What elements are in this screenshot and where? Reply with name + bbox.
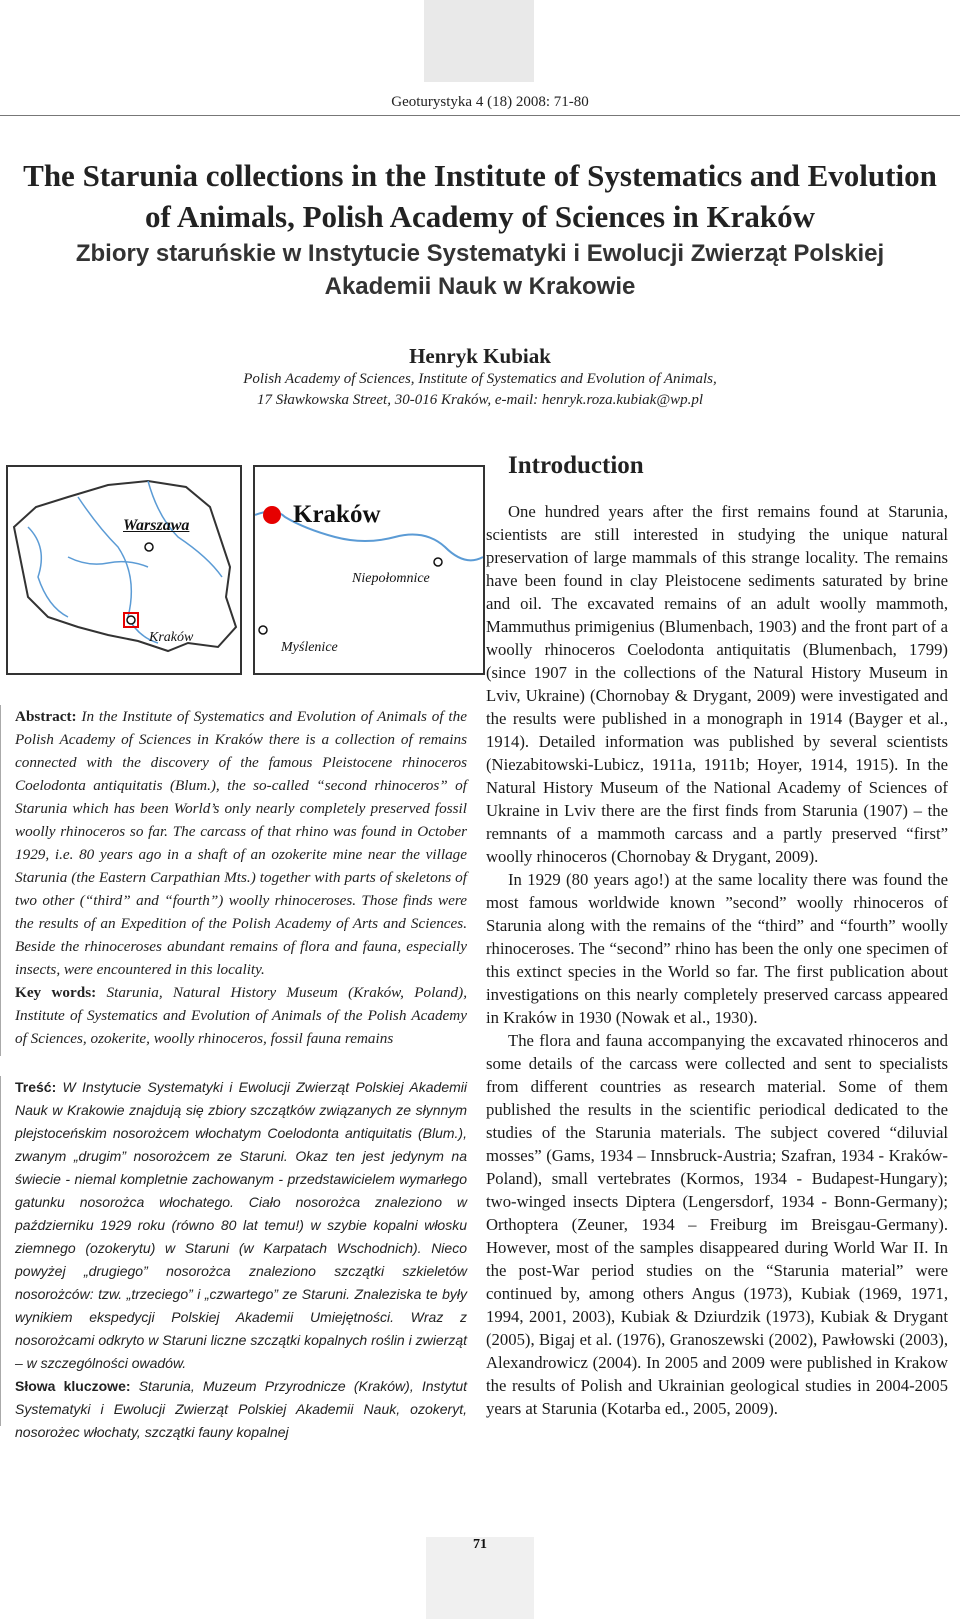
- label-krakow-big: Kraków: [293, 501, 381, 528]
- tresc-section: [0, 1076, 471, 1440]
- intro-paragraph-3: The flora and fauna accompanying the excavated rhinoceros and some details of the carcass were collected and sent to specialists from different countries as research material. Some of them published the results in the scientific periodical dedicated to the studies of the Starunia materials. The subject covered “diluvial mosses” (Gams, 1934 – Innsbruck-Austria; Szafran, 1934 - Kraków-Poland), small vertebrates (Kormos, 1934 - Budapest-Hungary); two-winged insects Diptera (Lengersdorf, 1934 - Bonn-Germany); Orthoptera (Zeuner, 1934 – Freiburg im Breisgau-Germany). However, most of the samples disappeared during World War II. In the post-War period studies on the “Starunia material” were continued by, among others Angus (1973), Kubiak (1969, 1971, 1994, 2001, 2003), Kubiak & Dziurdzik (1973), Kubiak & Drygant (2005), Bigaj et al. (1976), Granoszewski (2002), Pawłowski (2003), Alexandrowicz (2004). In 2005 and 2009 were published in Krakow the results of Polish and Ukrainian geological studies in 2004-2005 years at Starunia (Kotarba ed., 2005, 2009).: [486, 1031, 948, 1418]
- page-tab-top: [424, 0, 534, 82]
- article-subtitle: Zbiory staruńskie w Instytucie Systematyki i Ewolucji Zwierząt Polskiej Akademii Nauk w Krakowie: [75, 240, 885, 300]
- abstract-paragraph: [1, 705, 471, 981]
- author-affiliation: [20, 369, 940, 411]
- krakow-region-map: [253, 465, 485, 675]
- affiliation-line-1: Polish Academy of Sciences, Institute of Systematics and Evolution of Animals,: [243, 371, 717, 387]
- krakow-marker: [127, 616, 135, 624]
- tresc-text: W Instytucie Systematyki i Ewolucji Zwierząt Polskiej Akademii Nauk w Krakowie znajdują się zbiory szczątków związanych ze słynnym plejstoceńskim nosorożcem włochatym Coelodonta antiquitatis (Blum.), zwanym „drugim” nosorożcem ze Staruni. Okaz ten jest jedynym na świecie - niemal kompletnie zachowanym - przedstawicielem wymarłego gatunku nosorożca włochatego. Ciało nosorożca znaleziono w październiku 1929 roku (równo 80 lat temu!) w szybie kopalni włosku ziemnego (ozokerytu) w Staruni (w Karpatach Wschodnich). Nieco powyżej „drugiego” nosorożca znaleziono szczątki szkieletów nosorożców: tzw. „trzeciego” i „czwartego” ze Staruni. Znaleziska te były wynikiem ekspedycji Polskiej Akademii Umiejętności. Wraz z nosorożcami odkryto w Staruni liczne szczątki kopalnych roślin i zwierząt – w szczególności owadów.: [15, 1079, 468, 1371]
- label-myslenice: Myślenice: [281, 640, 338, 655]
- affiliation-line-2: 17 Sławkowska Street, 30-016 Kraków, e-mail: henryk.roza.kubiak@wp.pl: [256, 392, 704, 408]
- warszawa-marker: [145, 543, 153, 551]
- introduction-heading: Introduction: [508, 452, 644, 479]
- introduction-body: [486, 500, 948, 1420]
- poland-map-graphic: [8, 467, 240, 673]
- running-header: [0, 94, 960, 118]
- abstract-label: Abstract:: [15, 708, 77, 725]
- keywords-label: Key words:: [15, 984, 97, 1001]
- abstract-text: In the Institute of Systematics and Evolution of Animals of the Polish Academy of Sciences in Kraków there is a collection of remains connected with the discovery of the famous Pleistocene rhinoceros Coelodonta antiquitatis (Blum.), the so-called “second rhinoceros” of Starunia which has been World’s only nearly completely preserved fossil woolly rhinoceros so far. The carcass of that rhino was found in October 1929, i.e. 80 years ago in a shaft of an ozokerite mine near the village Starunia (the Eastern Carpathian Mts.) together with parts of skeletons of two other (“third” and “fourth”) woolly rhinoceroses. Those finds were the results of an Expedition of the Polish Academy of Arts and Sciences. Beside the rhinoceroses abundant remains of flora and fauna, especially insects, were encountered in this locality.: [15, 708, 467, 978]
- tresc-paragraph: [1, 1076, 471, 1375]
- slowa-kluczowe-paragraph: [1, 1375, 471, 1444]
- intro-paragraph-1: One hundred years after the first remains found at Starunia, scientists are still interested in studying the unique natural preservation of large mammals of this strange locality. The remains have been found in clay Pleistocene sediments saturated by brine and oil. The excavated remains of an adult woolly mammoth, Mammuthus primigenius (Blumenbach, 1903) and the front part of a woolly rhinoceros Coelodonta antiquitatis (Blumenbach, 1799) (since 1907 in the collections of the Natural History Museum in Lviv, Ukraine) (Chornobay & Drygant, 2009) were investigated and the results were published in a monograph in 1914 (Bayger et al., 1914). Detailed information was published by several scientists (Niezabitowski-Lubicz, 1911a, 1911b; Hoyer, 1914, 1915). In the Natural History Museum of the National Academy of Sciences of Ukraine in Lviv there are the first finds from Starunia (1907) – the remnants of a mammoth carcass and a partly preserved “first” woolly rhinoceros (Chornobay & Drygant, 2009).: [486, 502, 948, 866]
- header-rule: [0, 115, 960, 116]
- label-niepolomnice: Niepołomnice: [352, 571, 430, 586]
- myslenice-marker: [259, 626, 267, 634]
- author-name: Henryk Kubiak: [409, 344, 551, 368]
- intro-paragraph-2: In 1929 (80 years ago!) at the same locality there was found the most famous worldwide known ”second” woolly rhinoceros of Starunia along with the remains of the “third” and “fourth” woolly rhinoceroses. The “second” rhino has been the only one specimen of this extinct species in the World so far. The first publication about investigations on this nearly completely preserved carcass appeared in Kraków in 1930 (Nowak et al., 1930).: [486, 870, 948, 1027]
- niepolomnice-marker: [434, 558, 442, 566]
- journal-reference: Geoturystyka 4 (18) 2008: 71-80: [391, 94, 589, 110]
- keywords-paragraph: [1, 981, 471, 1050]
- keywords-text: Starunia, Natural History Museum (Kraków, Poland), Institute of Systematics and Evolution of Animals of the Polish Academy of Sciences, ozokerite, woolly rhinoceros, fossil fauna remains: [15, 984, 467, 1047]
- label-krakow-small: Kraków: [149, 630, 194, 645]
- page-number: 71: [473, 1537, 487, 1552]
- slowa-kluczowe-label: Słowa kluczowe:: [15, 1378, 131, 1394]
- article-title: The Starunia collections in the Institute of Systematics and Evolution of Animals, Polish Academy of Sciences in Kraków: [23, 158, 937, 234]
- poland-river-4: [68, 557, 148, 567]
- tresc-label: Treść:: [15, 1079, 57, 1095]
- slowa-kluczowe-text: Starunia, Muzeum Przyrodnicze (Kraków), Instytut Systematyki i Ewolucji Zwierząt Polskiej Akademii Nauk, ozokeryt, nosorożec włochaty, szczątki fauny kopalnej: [15, 1378, 468, 1440]
- krakow-city-dot: [263, 506, 281, 524]
- poland-map: [6, 465, 242, 675]
- label-warszawa: Warszawa: [123, 517, 190, 534]
- abstract-section: [0, 705, 471, 1056]
